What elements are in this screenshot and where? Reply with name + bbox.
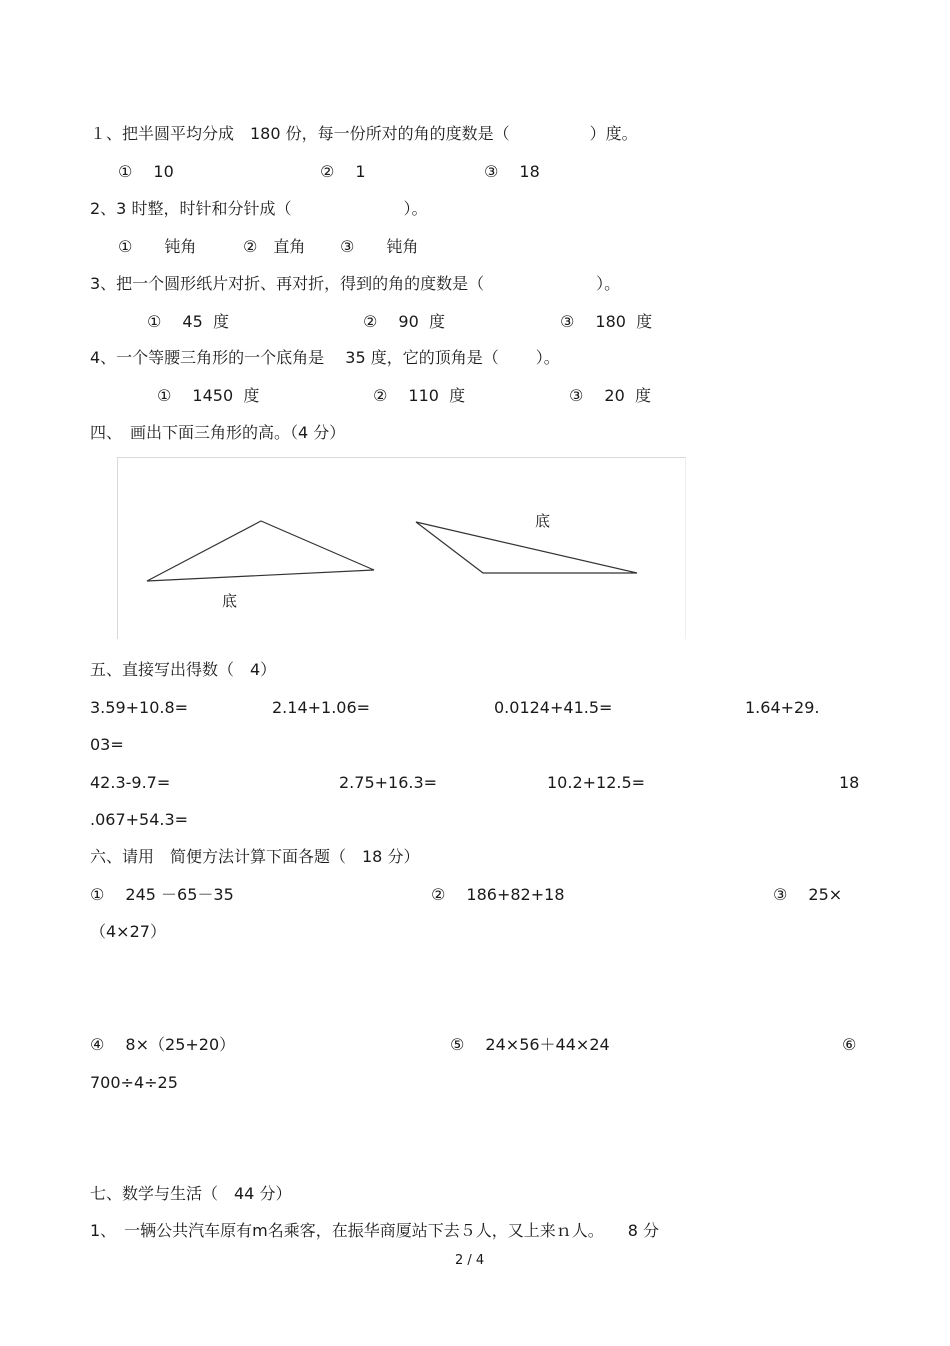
triangles-figure [117, 457, 686, 639]
q1-option-2: ② 1 [320, 162, 366, 181]
section-6-heading: 六、请用 简便方法计算下面各题（ 18 分） [90, 847, 420, 866]
q1-option-1: ① 10 [118, 162, 174, 181]
calc-8: 18 [839, 773, 860, 792]
calc-3: 0.0124+41.5= [494, 698, 613, 717]
simplify-6-wrap: 700÷4÷25 [90, 1073, 178, 1092]
q4-option-3: ③ 20 度 [569, 386, 651, 405]
right-triangle [416, 522, 637, 573]
section-7-heading: 七、数学与生活（ 44 分） [90, 1184, 292, 1203]
section-5-heading: 五、直接写出得数（ 4） [90, 660, 277, 679]
simplify-4: ④ 8×（25+20） [90, 1035, 236, 1054]
base-label-right: 底 [535, 512, 551, 530]
simplify-6: ⑥ [842, 1035, 857, 1054]
calc-1: 3.59+10.8= [90, 698, 189, 717]
simplify-5: ⑤ 24×56＋44×24 [450, 1035, 610, 1054]
calc-8-wrap: .067+54.3= [90, 810, 189, 829]
q2-option-1: ① 钝角 [118, 237, 197, 256]
q1-option-3: ③ 18 [484, 162, 540, 181]
simplify-1: ① 245 －65－35 [90, 885, 234, 904]
section-4-heading: 四、 画出下面三角形的高。（4 分） [90, 423, 346, 442]
question-4: 4、一个等腰三角形的一个底角是 35 度，它的顶角是（ ）。 [90, 348, 560, 367]
q4-option-1: ① 1450 度 [157, 386, 260, 405]
question-2: 2、3 时整，时针和分针成（ ）。 [90, 199, 428, 218]
page-number: 2 / 4 [455, 1253, 485, 1268]
q4-option-2: ② 110 度 [373, 386, 466, 405]
q2-option-2: ② 直角 [243, 237, 306, 256]
simplify-2: ② 186+82+18 [431, 885, 565, 904]
base-label-left: 底 [222, 592, 238, 610]
simplify-3: ③ 25× [773, 885, 843, 904]
calc-5: 42.3-9.7= [90, 773, 171, 792]
life-question-1: 1、 一辆公共汽车原有m名乘客，在振华商厦站下去５人，又上来ｎ人。 8 分 [90, 1221, 660, 1240]
q3-option-1: ① 45 度 [147, 312, 229, 331]
simplify-3-wrap: （4×27） [90, 922, 166, 941]
q3-option-2: ② 90 度 [363, 312, 445, 331]
calc-4: 1.64+29. [745, 698, 820, 717]
left-triangle [147, 521, 374, 581]
question-1: １、把半圆平均分成 180 份，每一份所对的角的度数是（ ）度。 [90, 124, 638, 143]
calc-7: 10.2+12.5= [547, 773, 646, 792]
calc-4-wrap: 03= [90, 735, 124, 754]
q3-option-3: ③ 180 度 [560, 312, 653, 331]
calc-2: 2.14+1.06= [272, 698, 371, 717]
q2-option-3: ③ 钝角 [340, 237, 419, 256]
calc-6: 2.75+16.3= [339, 773, 438, 792]
question-3: 3、把一个圆形纸片对折、再对折，得到的角的度数是（ ）。 [90, 274, 621, 293]
triangles-drawing [118, 458, 687, 640]
